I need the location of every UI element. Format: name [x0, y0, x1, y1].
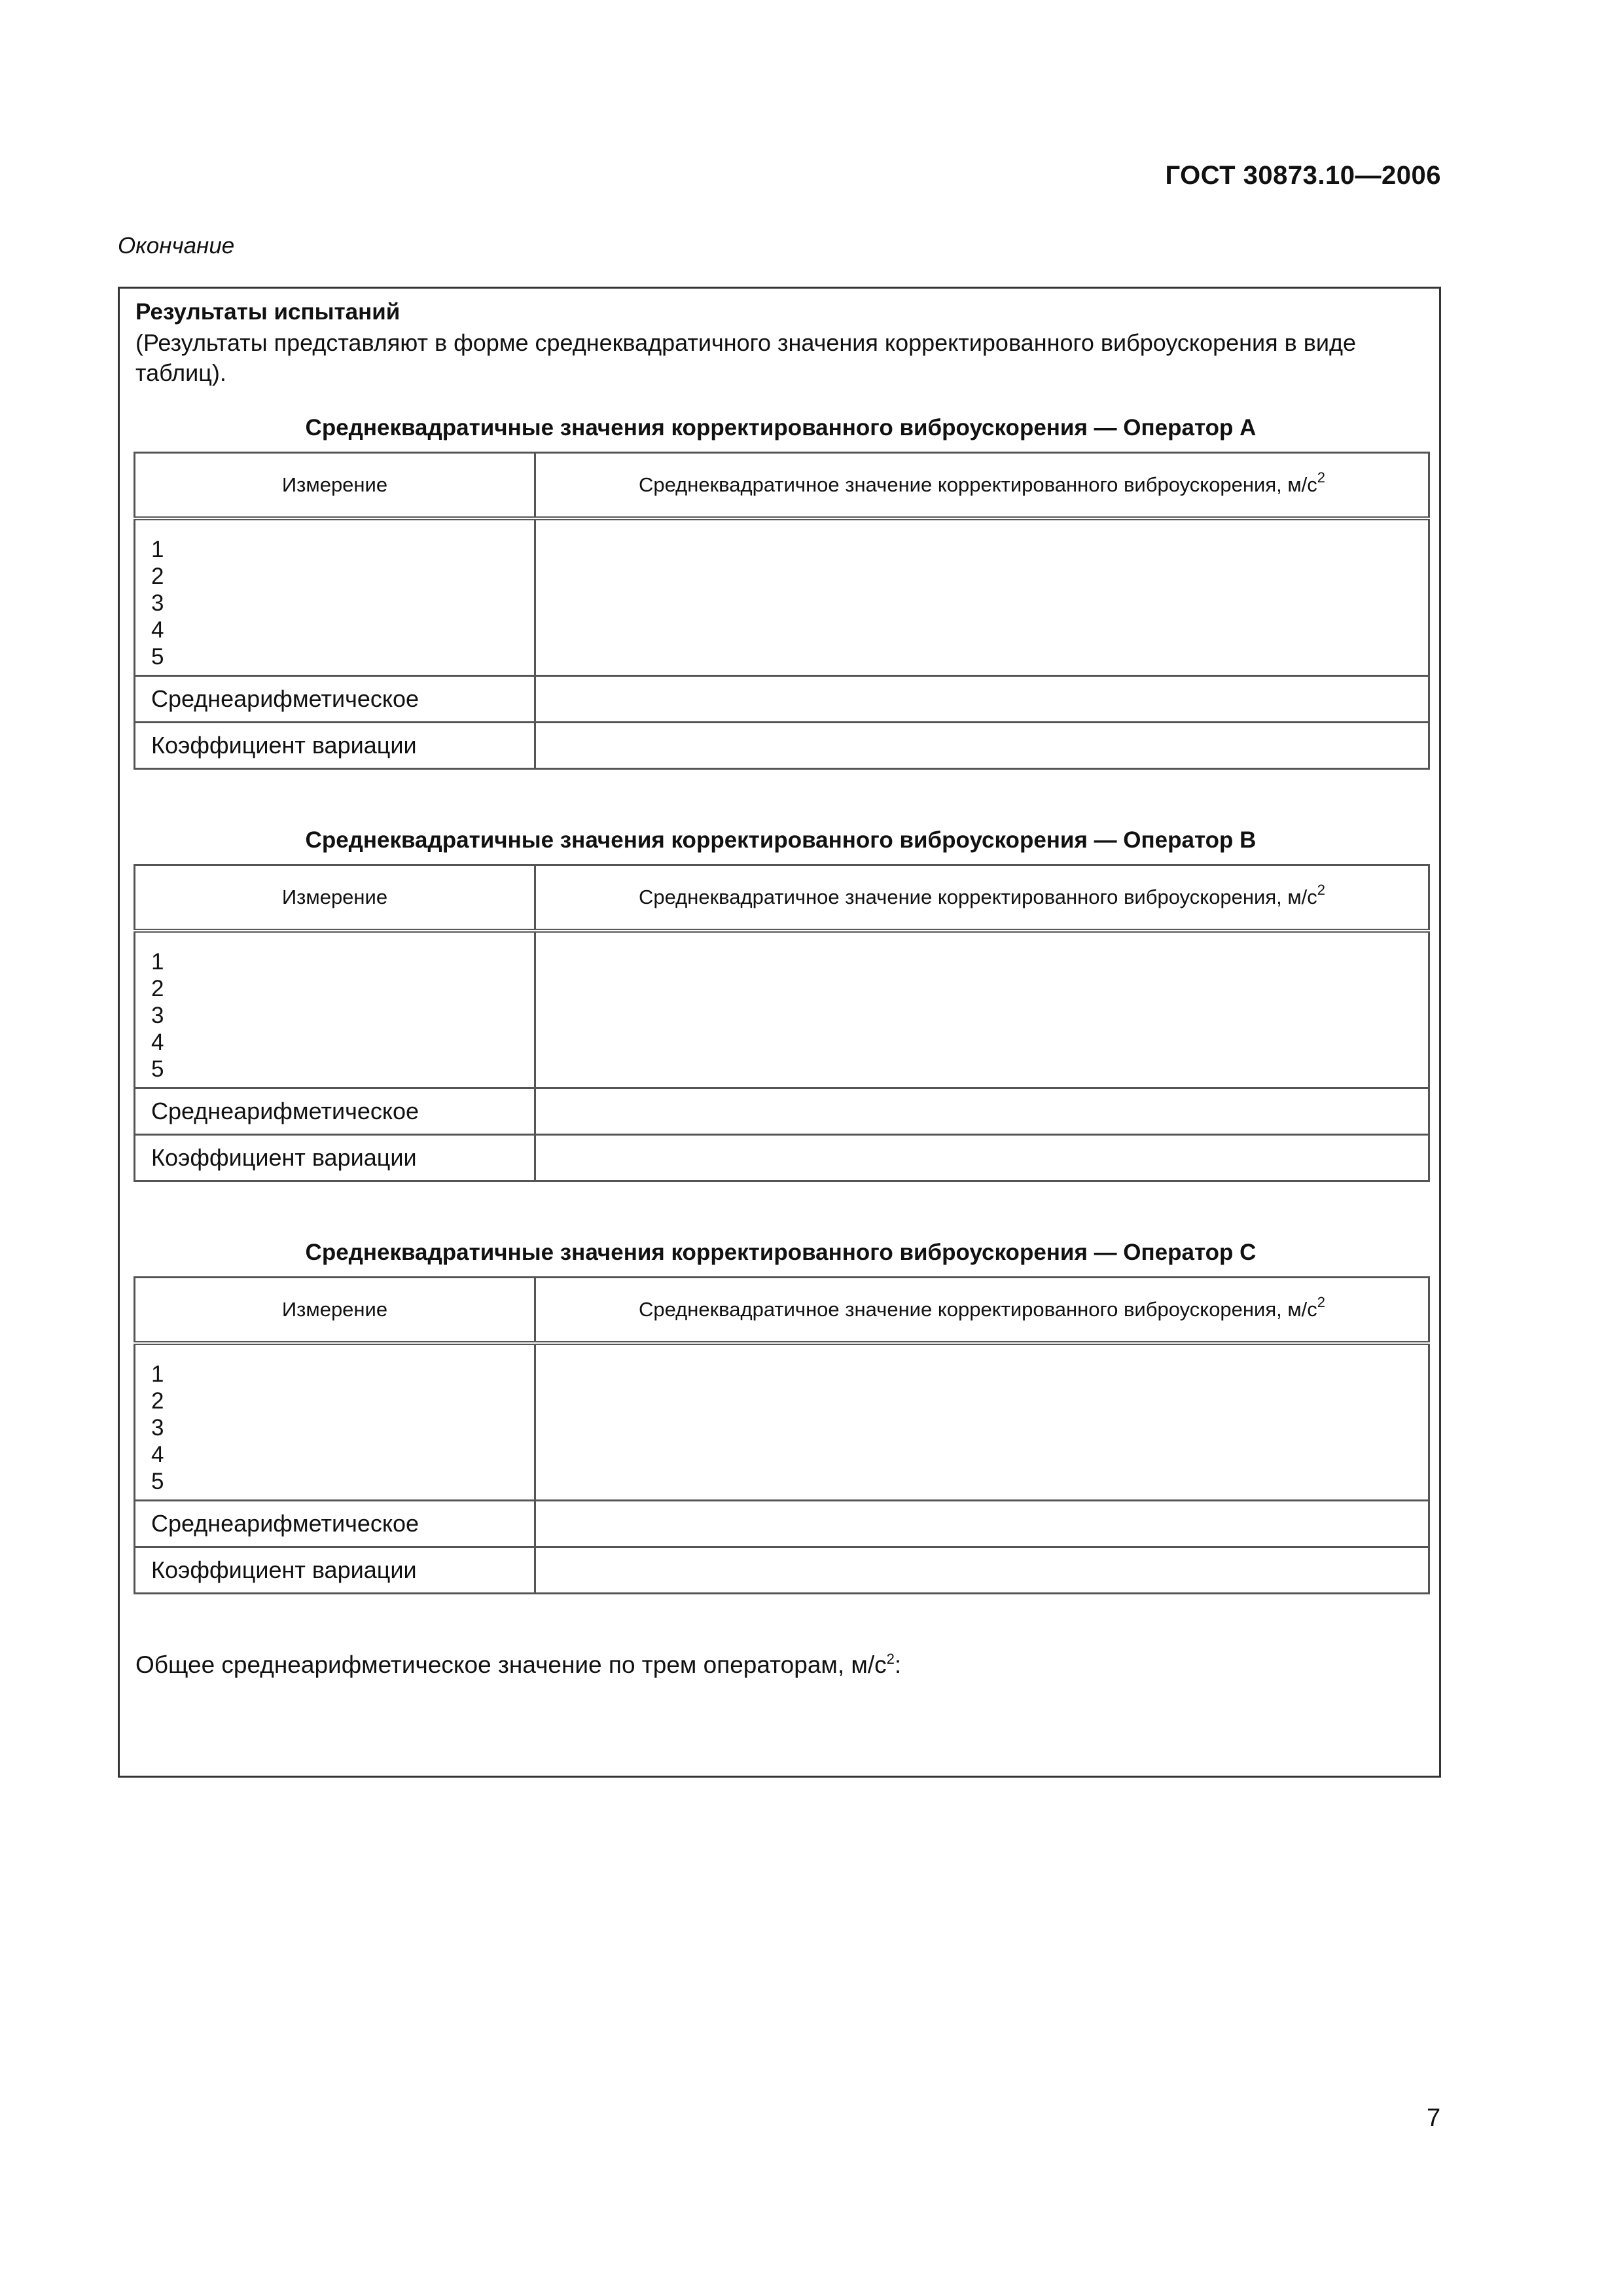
header-value-sup: 2 — [1317, 882, 1326, 898]
measurement-number: 2 — [151, 1388, 164, 1414]
operator-c-block — [134, 1240, 1428, 1594]
cv-row — [135, 723, 1429, 769]
header-value-text: Среднеквадратичное значение корректированного виброускорения, м/с — [638, 886, 1317, 908]
page-number: 7 — [1427, 2104, 1441, 2132]
mean-value-cell[interactable] — [535, 1088, 1429, 1135]
table-header-row — [135, 865, 1429, 931]
operator-b-table — [134, 864, 1430, 1182]
section-description: (Результаты представляют в форме среднеквадратичного значения корректированного виброускорения в виде таблиц). — [135, 329, 1357, 386]
mean-value-cell[interactable] — [535, 1501, 1429, 1547]
mean-row — [135, 1501, 1429, 1547]
measurement-values-cell[interactable] — [535, 931, 1429, 1088]
cv-value-cell[interactable] — [535, 723, 1429, 769]
operator-a-table — [134, 452, 1430, 770]
measurement-numbers-cell — [135, 931, 535, 1088]
measurement-number: 2 — [151, 563, 164, 589]
measurement-values-cell[interactable] — [535, 518, 1429, 676]
cv-value-cell[interactable] — [535, 1135, 1429, 1181]
cv-label: Коэффициент вариации — [135, 1135, 535, 1181]
operator-a-caption: Среднеквадратичные значения корректированного виброускорения — Оператор А — [305, 415, 1257, 440]
overall-mean-line — [135, 1651, 901, 1679]
mean-row — [135, 676, 1429, 723]
cv-label: Коэффициент вариации — [135, 1547, 535, 1594]
measurement-number: 1 — [151, 536, 164, 562]
measurements-row — [135, 931, 1429, 1088]
header-value-sup: 2 — [1317, 1294, 1326, 1310]
measurement-number: 1 — [151, 948, 164, 975]
measurements-row — [135, 1343, 1429, 1501]
cv-row — [135, 1547, 1429, 1594]
mean-row — [135, 1088, 1429, 1135]
measurement-number: 5 — [151, 1468, 164, 1494]
header-measurement: Измерение — [135, 1278, 535, 1344]
mean-value-cell[interactable] — [535, 676, 1429, 723]
measurement-number: 1 — [151, 1361, 164, 1387]
measurement-values-cell[interactable] — [535, 1343, 1429, 1501]
operator-b-caption: Среднеквадратичные значения корректированного виброускорения — Оператор В — [305, 827, 1257, 853]
header-value — [535, 1278, 1429, 1344]
mean-label: Среднеарифметическое — [135, 1501, 535, 1547]
measurement-number: 2 — [151, 975, 164, 1001]
measurement-number: 3 — [151, 1414, 164, 1441]
measurement-numbers-cell — [135, 1343, 535, 1501]
overall-mean-label: Общее среднеарифметическое значение по трем операторам, м/с — [135, 1651, 887, 1678]
mean-label: Среднеарифметическое — [135, 676, 535, 723]
header-value — [535, 453, 1429, 519]
measurement-number: 5 — [151, 1056, 164, 1082]
header-value — [535, 865, 1429, 931]
document-code: ГОСТ 30873.10—2006 — [1165, 161, 1441, 190]
measurements-row — [135, 518, 1429, 676]
header-value-sup: 2 — [1317, 469, 1326, 486]
overall-mean-suffix: : — [894, 1651, 902, 1678]
cv-label: Коэффициент вариации — [135, 723, 535, 769]
section-title: Результаты испытаний — [135, 299, 401, 325]
measurement-number: 3 — [151, 1002, 164, 1028]
measurement-numbers-cell — [135, 518, 535, 676]
measurement-number: 4 — [151, 1029, 164, 1055]
table-header-row — [135, 453, 1429, 519]
header-value-text: Среднеквадратичное значение корректированного виброускорения, м/с — [638, 1298, 1317, 1321]
measurement-number: 4 — [151, 617, 164, 643]
cv-row — [135, 1135, 1429, 1181]
header-measurement: Измерение — [135, 865, 535, 931]
operator-c-caption: Среднеквадратичные значения корректированного виброускорения — Оператор С — [305, 1240, 1257, 1265]
header-measurement: Измерение — [135, 453, 535, 519]
measurement-number: 4 — [151, 1441, 164, 1467]
operator-a-block — [134, 415, 1428, 770]
operator-c-table — [134, 1276, 1430, 1594]
measurement-number: 3 — [151, 590, 164, 616]
cv-value-cell[interactable] — [535, 1547, 1429, 1594]
results-frame — [118, 287, 1441, 1778]
overall-mean-sup: 2 — [886, 1651, 895, 1667]
table-header-row — [135, 1278, 1429, 1344]
measurement-number: 5 — [151, 643, 164, 670]
operator-b-block — [134, 827, 1428, 1182]
mean-label: Среднеарифметическое — [135, 1088, 535, 1135]
continuation-label: Окончание — [118, 233, 235, 259]
header-value-text: Среднеквадратичное значение корректированного виброускорения, м/с — [638, 473, 1317, 496]
